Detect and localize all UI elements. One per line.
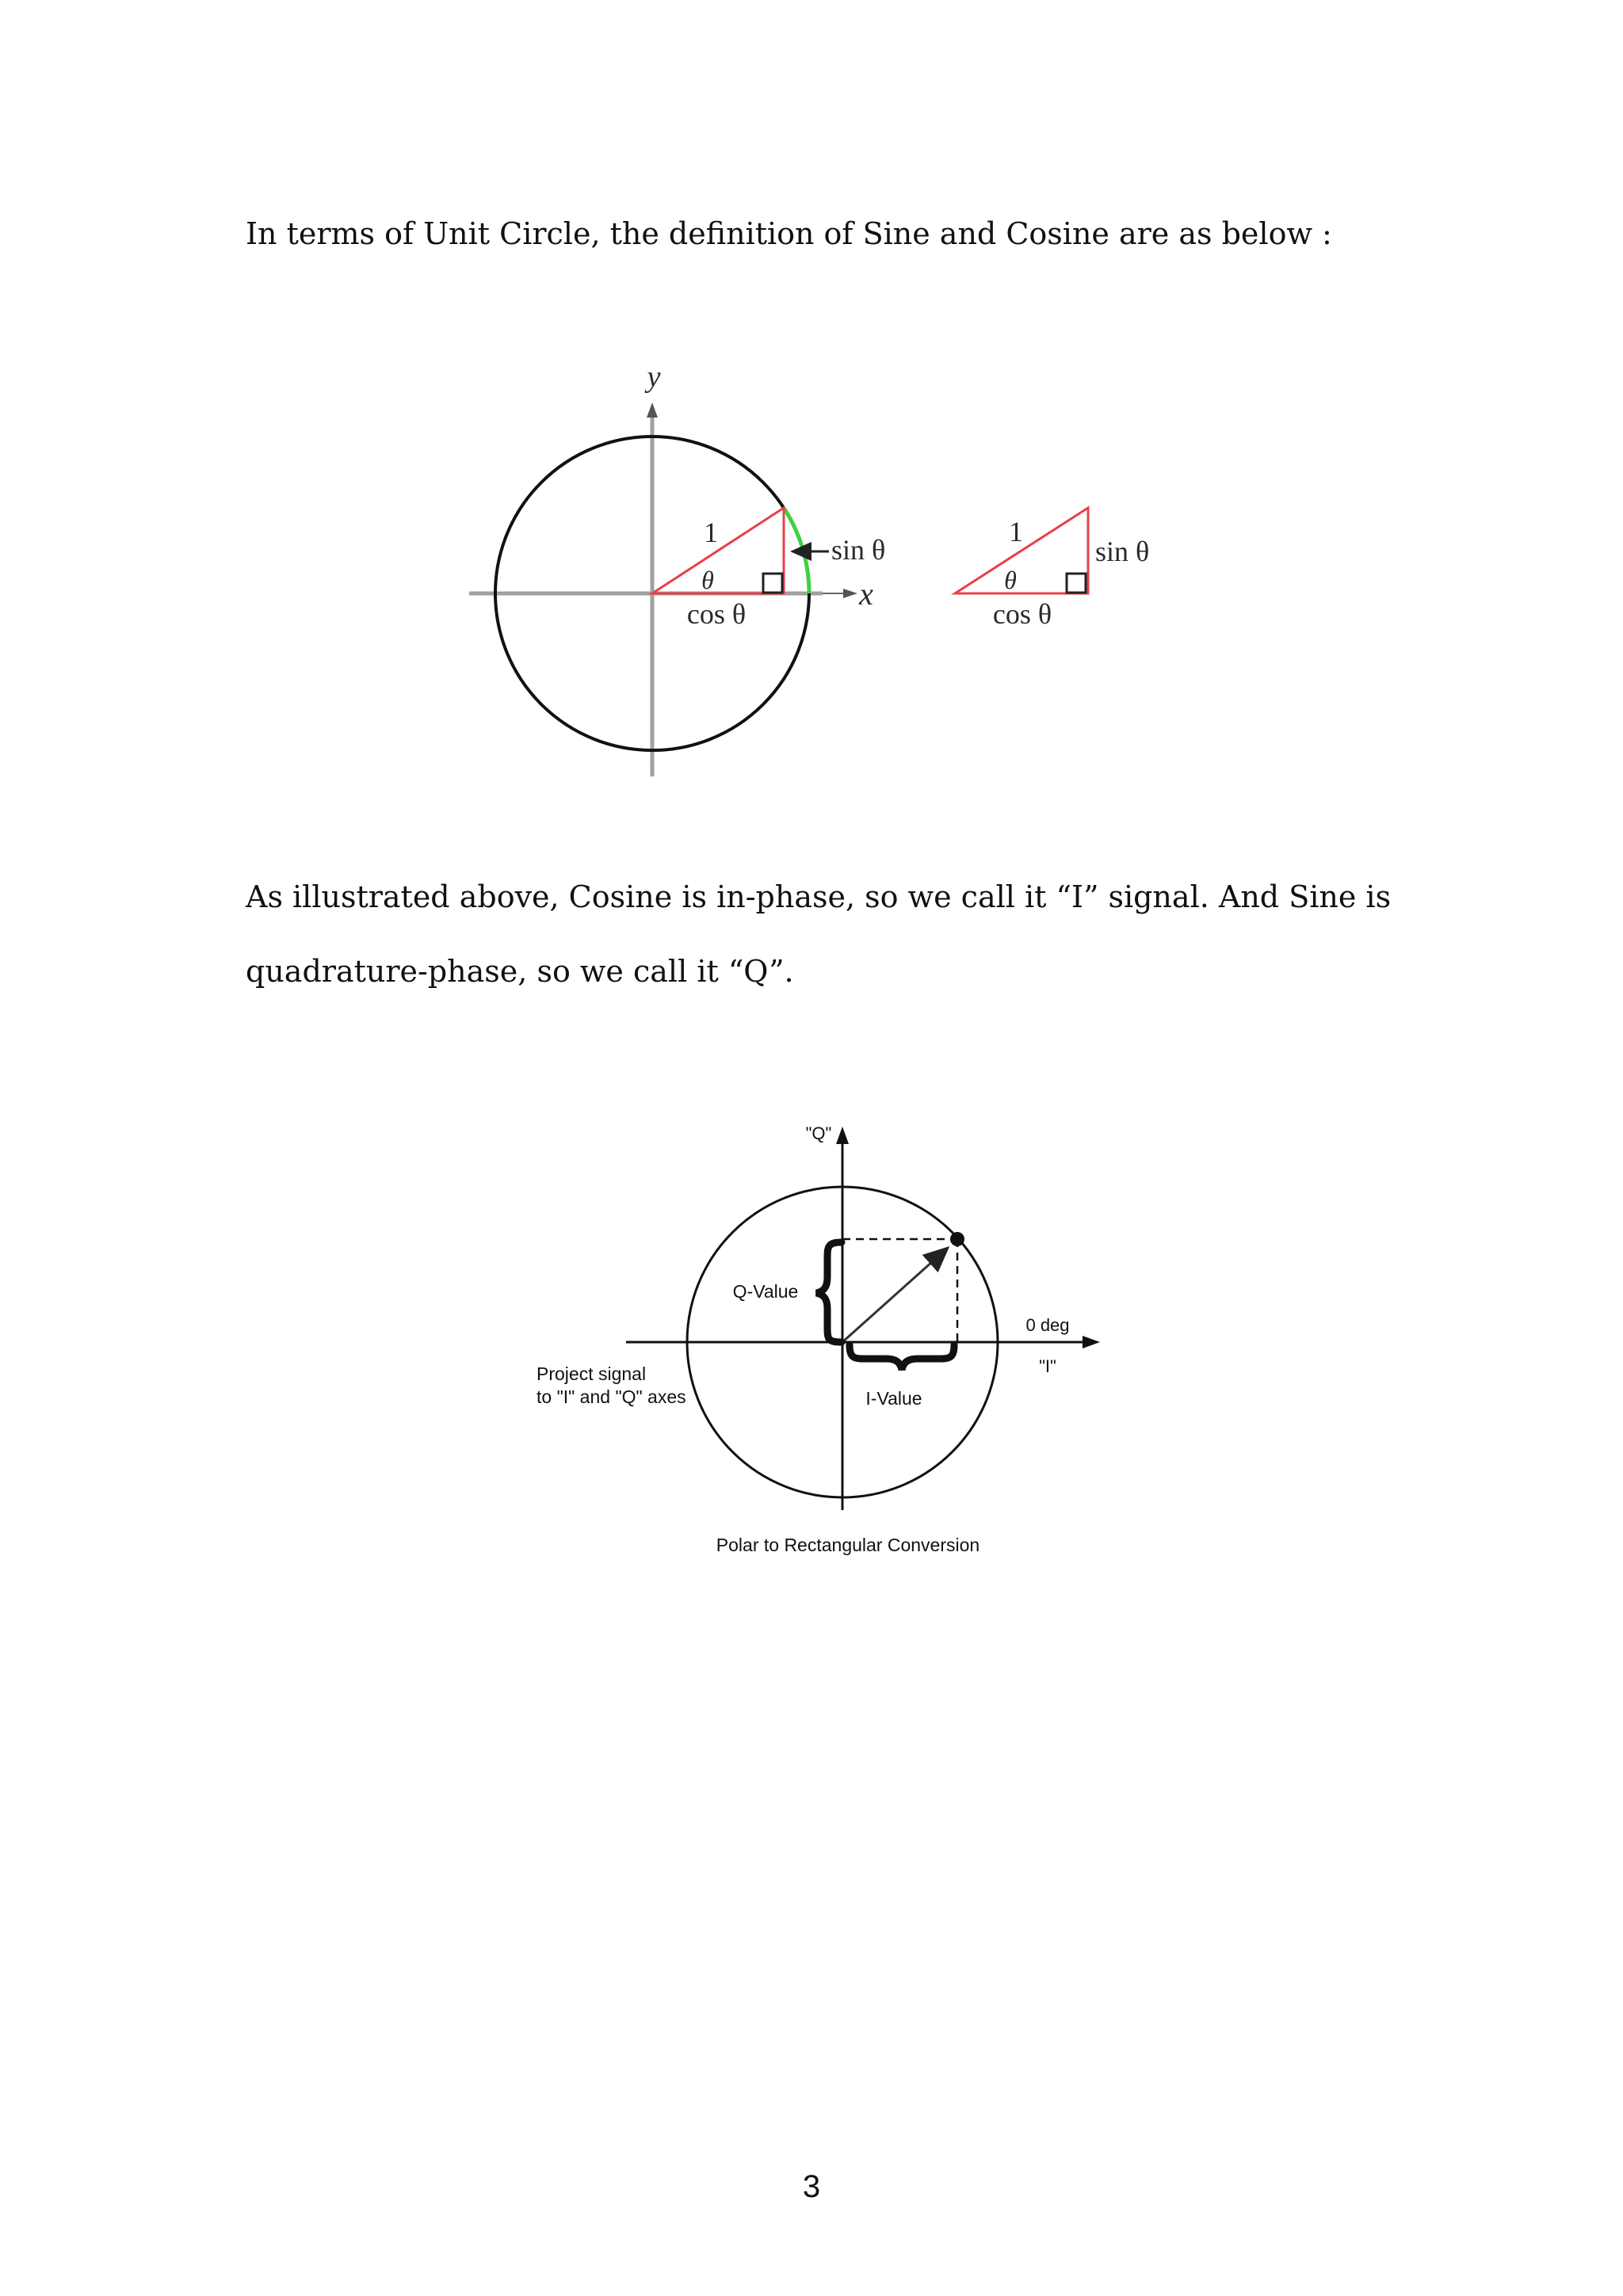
i-value-brace: [850, 1344, 954, 1370]
explain-paragraph-line1: As illustrated above, Cosine is in-phase, so we call it “I” signal. And Sine is: [246, 879, 1392, 914]
standalone-sin-label: sin θ: [1095, 536, 1150, 567]
x-axis-label: x: [859, 576, 873, 612]
zero-deg-label: 0 deg: [1025, 1315, 1070, 1335]
standalone-cos-label: cos θ: [992, 598, 1052, 630]
signal-vector: [842, 1248, 948, 1342]
cos-label: cos θ: [686, 598, 747, 630]
i-axis-label: "I": [1039, 1356, 1056, 1376]
i-value-label: I-Value: [865, 1388, 922, 1409]
theta-label: θ: [701, 566, 714, 594]
signal-point: [950, 1232, 964, 1246]
hypotenuse-label: 1: [704, 517, 718, 548]
q-value-label: Q-Value: [732, 1281, 799, 1302]
figure-caption: Polar to Rectangular Conversion: [716, 1535, 980, 1555]
standalone-theta-label: θ: [1004, 566, 1017, 594]
project-signal-label-line2: to "I" and "Q" axes: [537, 1386, 686, 1407]
explain-paragraph-line2: quadrature-phase, so we call it “Q”.: [246, 954, 794, 989]
sin-label: sin θ: [831, 534, 886, 566]
standalone-hypotenuse-label: 1: [1009, 516, 1023, 547]
intro-paragraph: In terms of Unit Circle, the definition of Sine and Cosine are as below :: [246, 216, 1332, 251]
q-axis-label: "Q": [805, 1123, 832, 1143]
q-value-brace: [816, 1242, 842, 1342]
i-axis-arrow-icon: [1083, 1336, 1100, 1348]
project-signal-label-line1: Project signal: [537, 1363, 647, 1384]
page-number: 3: [802, 2169, 821, 2204]
y-axis-label: y: [647, 360, 661, 394]
q-axis-arrow-icon: [836, 1127, 849, 1144]
